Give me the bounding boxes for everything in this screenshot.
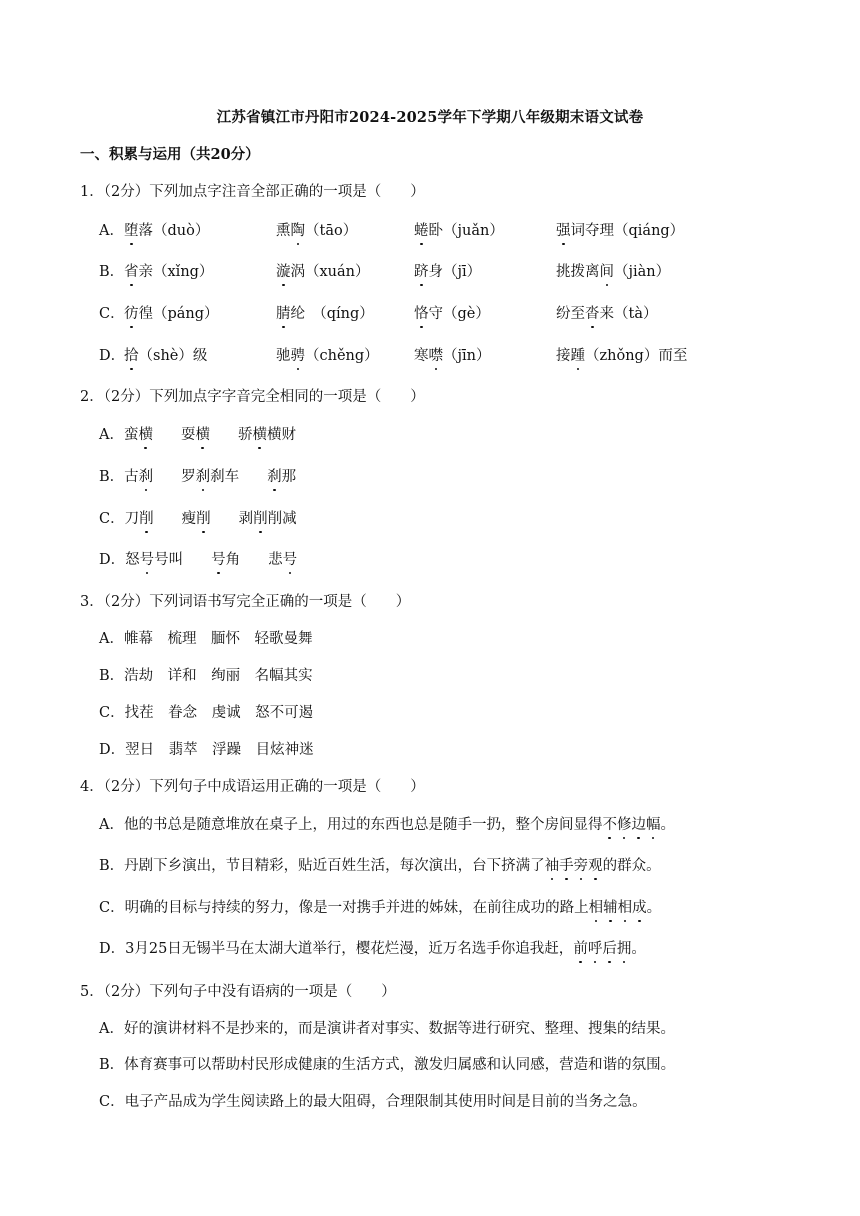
question-2-dotted-char: 横	[252, 423, 267, 444]
question-2-dotted-char: 号	[283, 548, 298, 569]
question-5-stem: 5．（2分）下列句子中没有语病的一项是（ ）	[80, 984, 396, 1000]
question-2-word: 蛮横	[124, 427, 153, 443]
question-1-option-b-label: B．	[99, 264, 125, 280]
question-2-word: 骄横横财	[238, 427, 296, 443]
question-3-option-d: D．翌日 翡萃 浮躁 目炫神迷	[99, 742, 314, 758]
question-4-dotted-char: 观	[588, 854, 603, 875]
question-4-dotted-char: 相	[589, 896, 604, 917]
question-5-option-c: C．电子产品成为学生阅读路上的最大阻碍，合理限制其使用时间是目前的当务之急。	[99, 1094, 647, 1110]
question-1-option-b-word: 漩涡（xuán）	[276, 260, 370, 281]
question-1-dotted-char: 省	[124, 260, 139, 281]
question-4-dotted-char: 袖	[545, 854, 560, 875]
question-2-dotted-char: 削	[196, 507, 211, 528]
question-2-dotted-char: 削	[139, 507, 154, 528]
question-3-option-a: A．帷幕 梳理 腼怀 轻歌曼舞	[99, 631, 313, 647]
question-4-option-b: B．丹剧下乡演出，节目精彩，贴近百姓生活，每次演出，台下挤满了袖手旁观的群众。	[99, 854, 661, 875]
question-1-dotted-char: 噤	[429, 344, 444, 365]
question-1-stem: 1．（2分）下列加点字注音全部正确的一项是（ ）	[80, 184, 425, 200]
question-1-option-b-word: 省亲（xǐng）	[124, 260, 213, 281]
question-4-dotted-char: 呼	[588, 937, 603, 958]
question-2-dotted-char: 削	[253, 507, 268, 528]
question-1-option-a-word: 熏陶（tāo）	[276, 219, 357, 240]
question-1-dotted-char: 彷	[124, 302, 139, 323]
question-1-option-a-word: 堕落（duò）	[124, 219, 209, 240]
question-2-dotted-char: 刹	[196, 465, 211, 486]
question-2-word: 刀削	[125, 511, 154, 527]
question-1-dotted-char: 恪	[414, 302, 429, 323]
question-1-dotted-char: 堕	[124, 219, 139, 240]
question-1-option-b-word: 跻身（jī）	[414, 260, 481, 281]
question-3-stem: 3．（2分）下列词语书写完全正确的一项是（ ）	[80, 594, 411, 610]
question-1-option-c-word: 纷至沓来（tà）	[556, 302, 657, 323]
question-4-dotted-char: 相	[618, 896, 633, 917]
question-3-option-c: C．找茬 眷念 虔诚 怒不可遏	[99, 705, 314, 721]
question-1-dotted-char: 蜷	[414, 219, 429, 240]
question-1-option-d-word: 寒噤（jīn）	[414, 344, 490, 365]
question-1-option-a-word: 强词夺理（qiáng）	[556, 219, 684, 240]
question-4-stem: 4．（2分）下列句子中成语运用正确的一项是（ ）	[80, 779, 425, 795]
question-2-dotted-char: 号	[211, 548, 226, 569]
question-2-option-b: B．古刹 罗刹刹车 刹那	[99, 465, 296, 486]
question-4-option-c: C．明确的目标与持续的努力，像是一对携手并进的姊妹，在前往成功的路上相辅相成。	[99, 896, 661, 917]
question-1-option-d-word: 接踵（zhǒng）而至	[556, 344, 687, 365]
question-4-dotted-char: 修	[617, 813, 632, 834]
question-1-option-a-word: 蜷卧（juǎn）	[414, 219, 504, 240]
question-1-dotted-char: 腈	[276, 302, 291, 323]
question-4-dotted-char: 成	[632, 896, 647, 917]
question-1-option-c-word: 彷徨（páng）	[124, 302, 219, 323]
question-1-option-d-label: D．	[99, 348, 126, 364]
question-1-dotted-char: 拾	[124, 344, 139, 365]
question-2-word: 刹那	[267, 469, 296, 485]
question-2-dotted-char: 号	[140, 548, 155, 569]
question-2-word: 剥削削减	[239, 511, 297, 527]
exam-title: 江苏省镇江市丹阳市2024-2025学年下学期八年级期末语文试卷	[216, 109, 644, 126]
question-1-option-c-label: C．	[99, 306, 125, 322]
question-4-dotted-char: 辅	[603, 896, 618, 917]
question-1-option-d-word: 拾（shè）级	[124, 344, 207, 365]
question-4-option-a: A．他的书总是随意堆放在桌子上，用过的东西也总是随手一扔，整个房间显得不修边幅。	[99, 813, 675, 834]
question-2-dotted-char: 横	[195, 423, 210, 444]
question-1-option-a-label: A．	[99, 223, 124, 239]
question-1-dotted-char: 跻	[414, 260, 429, 281]
section-heading: 一、积累与运用（共20分）	[80, 146, 260, 163]
question-2-option-a: A．蛮横 耍横 骄横横财	[99, 423, 296, 444]
question-4-option-d: D．3月25日无锡半马在太湖大道举行，樱花烂漫，近万名选手你追我赶，前呼后拥。	[99, 937, 646, 958]
question-2-dotted-char: 刹	[139, 465, 154, 486]
question-1-option-c-word: 恪守（gè）	[414, 302, 490, 323]
question-2-word: 罗刹刹车	[181, 469, 239, 485]
question-2-stem: 2．（2分）下列加点字字音完全相同的一项是（ ）	[80, 389, 425, 405]
question-2-dotted-char: 横	[138, 423, 153, 444]
question-4-dotted-char: 不	[602, 813, 617, 834]
question-4-dotted-char: 前	[573, 937, 588, 958]
question-2-word: 古刹	[124, 469, 153, 485]
question-2-word: 耍横	[181, 427, 210, 443]
question-1-dotted-char: 漩	[276, 260, 291, 281]
question-2-word: 号角	[211, 552, 240, 568]
question-5-option-a: A．好的演讲材料不是抄来的，而是演讲者对事实、数据等进行研究、整理、搜集的结果。	[99, 1021, 675, 1037]
question-2-word: 瘦削	[182, 511, 211, 527]
question-2-option-c: C．刀削 瘦削 剥削削减	[99, 507, 297, 528]
question-1-option-c-word: 腈纶 （qíng）	[276, 302, 374, 323]
question-1-dotted-char: 陶	[291, 219, 306, 240]
question-4-dotted-char: 边	[631, 813, 646, 834]
question-1-dotted-char: 骋	[291, 344, 306, 365]
question-1-dotted-char: 间	[600, 260, 615, 281]
question-1-dotted-char: 踵	[571, 344, 586, 365]
question-2-word: 怒号号叫	[125, 552, 183, 568]
question-5-option-b: B．体育赛事可以帮助村民形成健康的生活方式，激发归属感和认同感，营造和谐的氛围。	[99, 1057, 676, 1073]
question-2-dotted-char: 刹	[267, 465, 282, 486]
question-4-dotted-char: 幅	[646, 813, 661, 834]
question-1-dotted-char: 沓	[585, 302, 600, 323]
question-2-option-d: D．怒号号叫 号角 悲号	[99, 548, 297, 569]
question-4-dotted-char: 拥	[617, 937, 632, 958]
question-3-option-b: B．浩劫 详和 绚丽 名幅其实	[99, 668, 313, 684]
question-1-dotted-char: 强	[556, 219, 571, 240]
question-1-option-b-word: 挑拨离间（jiàn）	[556, 260, 670, 281]
question-1-option-d-word: 驰骋（chěng）	[276, 344, 379, 365]
question-4-dotted-char: 后	[602, 937, 617, 958]
question-4-dotted-char: 手	[559, 854, 574, 875]
question-4-dotted-char: 旁	[574, 854, 589, 875]
question-2-word: 悲号	[268, 552, 297, 568]
